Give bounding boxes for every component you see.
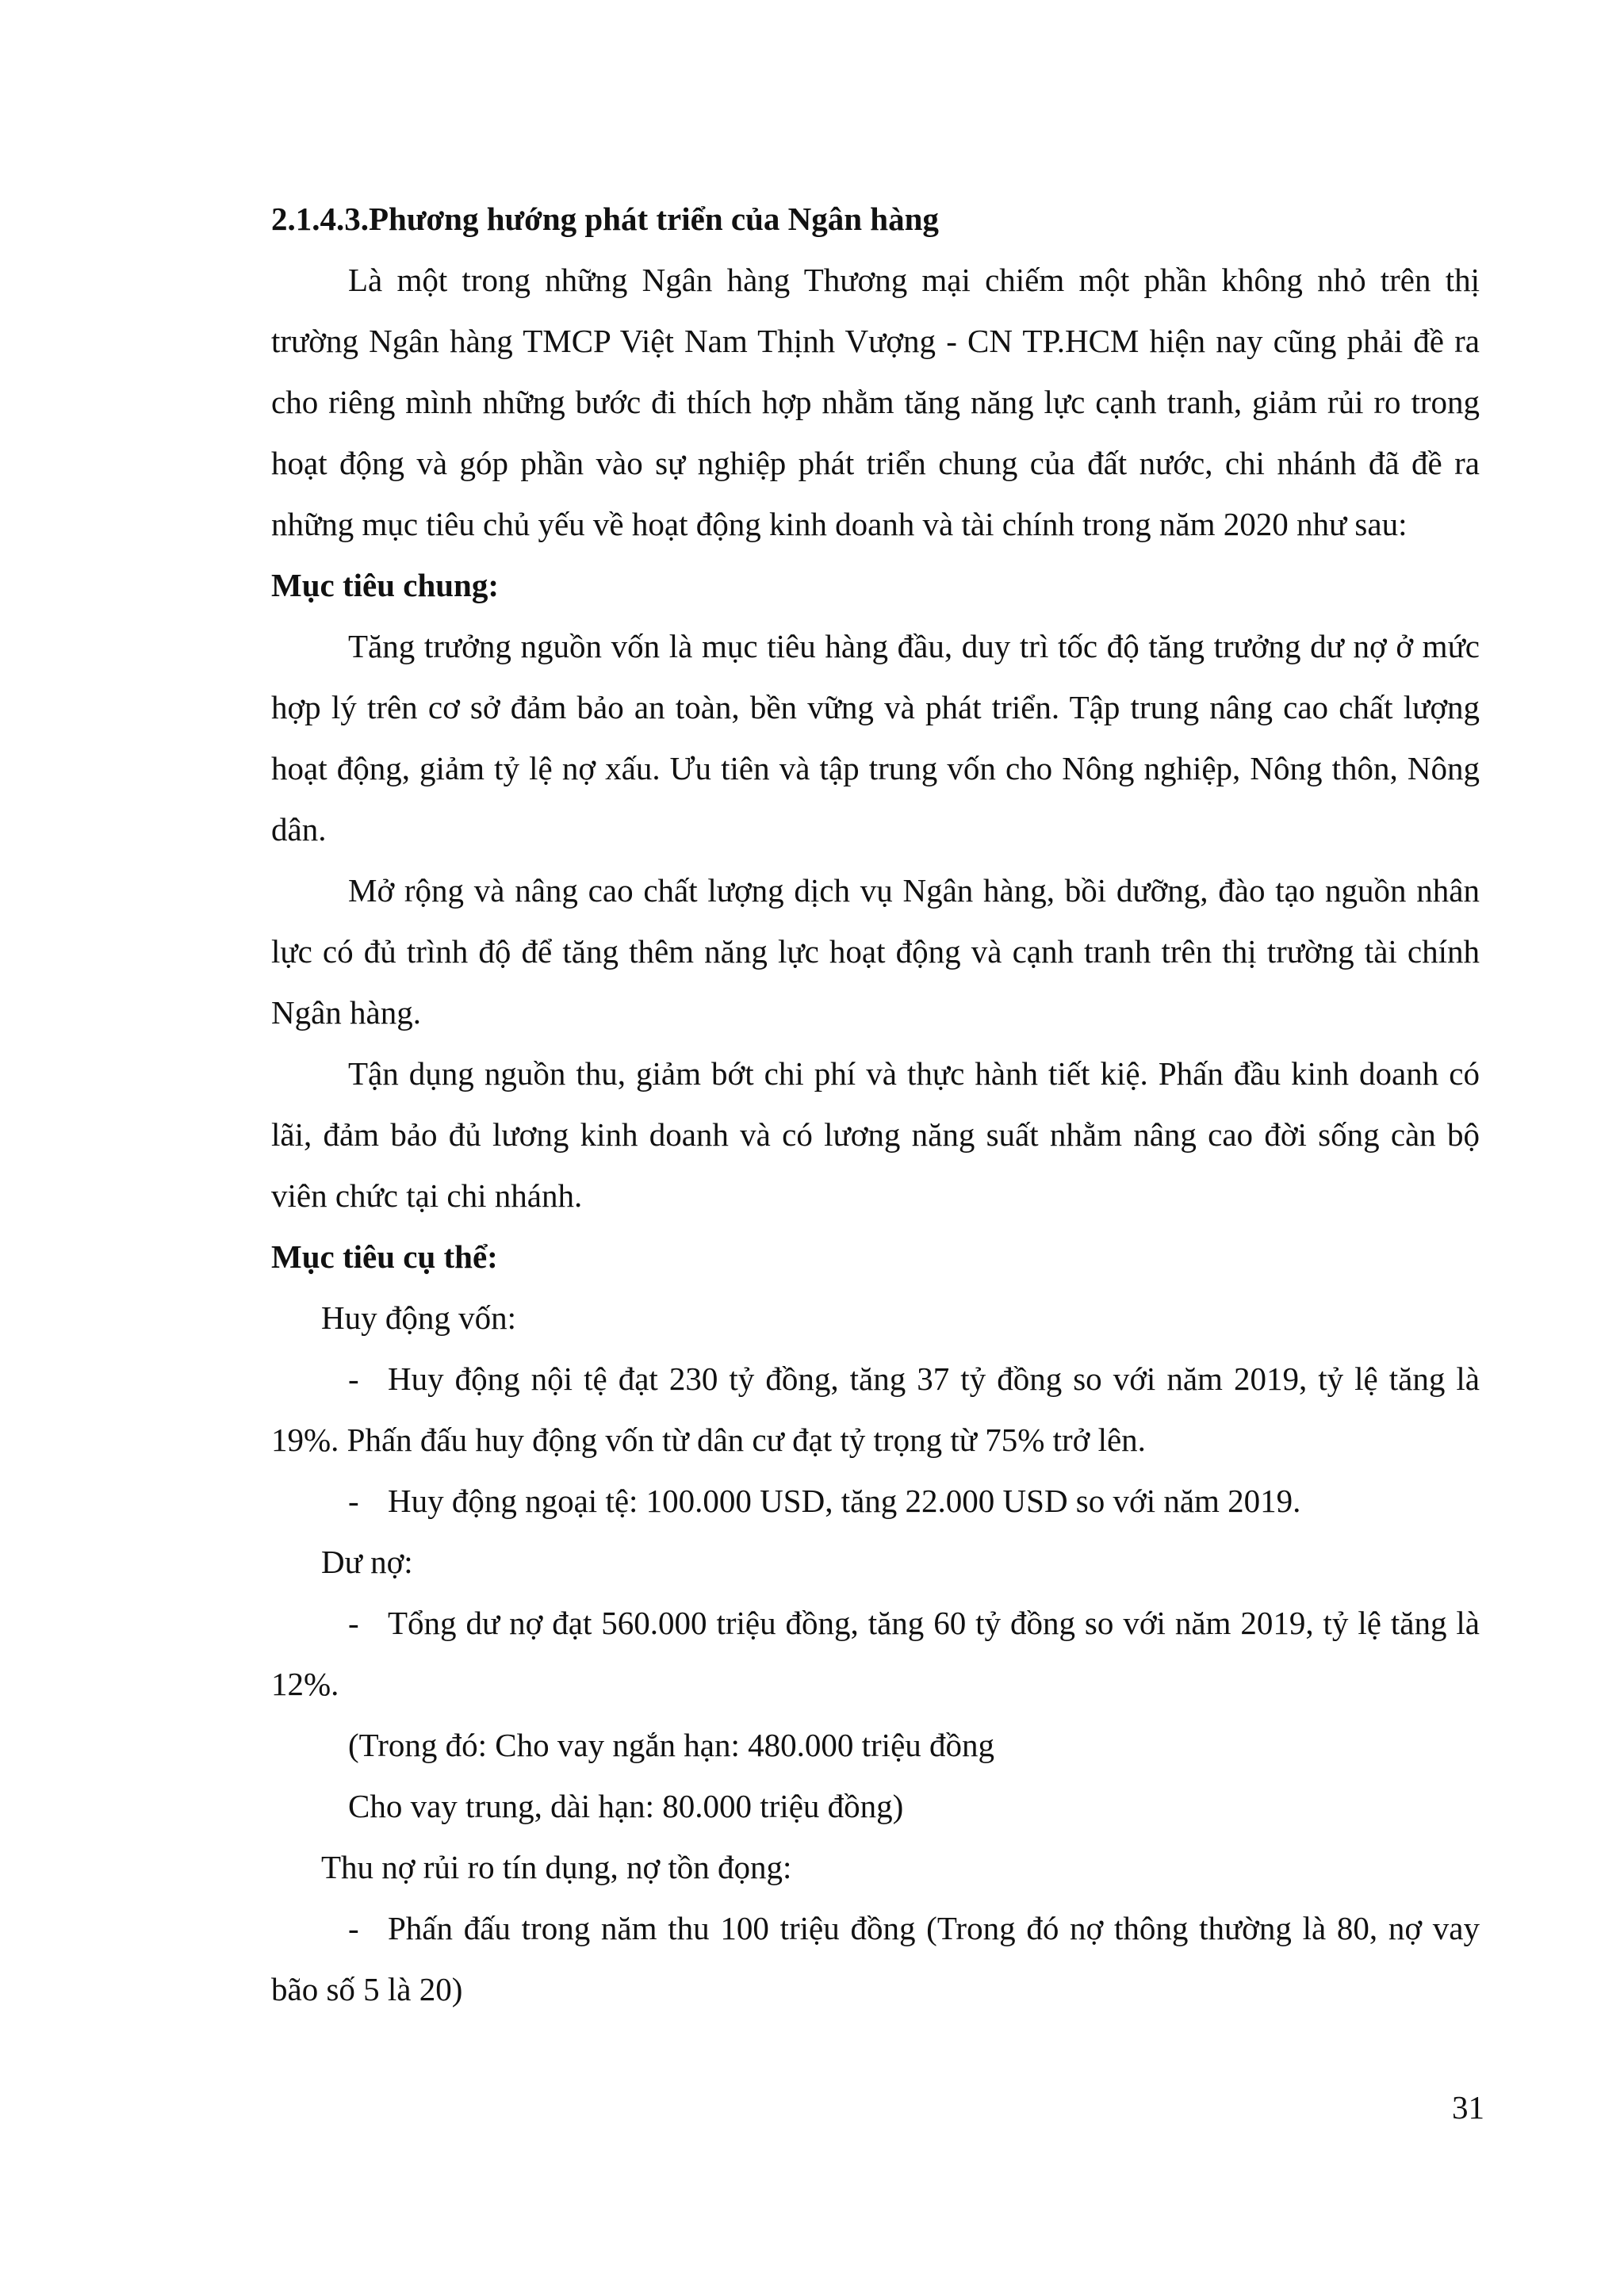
capital-mobilization-bullet xyxy=(271,1349,1480,1471)
general-goals-paragraph: Mở rộng và nâng cao chất lượng dịch vụ Ngân hàng, bồi dưỡng, đào tạo nguồn nhân lực có đủ trình độ để tăng thêm năng lực hoạt động và cạnh tranh trên thị trường tài chính Ngân hàng. xyxy=(271,872,1480,1031)
section-heading: 2.1.4.3.Phương hướng phát triển của Ngân hàng xyxy=(271,201,939,237)
outstanding-loans-note: (Trong đó: Cho vay ngắn hạn: 480.000 triệu đồng xyxy=(348,1727,995,1763)
intro-paragraph: Là một trong những Ngân hàng Thương mại chiếm một phần không nhỏ trên thị trường Ngân hàng TMCP Việt Nam Thịnh Vượng - CN TP.HCM hiện nay cũng phải đề ra cho riêng mình những bước đi thích hợp nhằm tăng năng lực cạnh tranh, giảm rủi ro trong hoạt động và góp phần vào sự nghiệp phát triển chung của đất nước, chi nhánh đã đề ra những mục tiêu chủ yếu về hoạt động kinh doanh và tài chính trong năm 2020 như sau: xyxy=(271,262,1480,542)
specific-goals-heading: Mục tiêu cụ thể: xyxy=(271,1238,498,1275)
debt-recovery-label: Thu nợ rủi ro tín dụng, nợ tồn đọng: xyxy=(321,1849,792,1885)
general-goals-heading: Mục tiêu chung: xyxy=(271,567,499,603)
page-content xyxy=(271,189,1480,2020)
page-number: 31 xyxy=(1452,2089,1484,2126)
capital-mobilization-label: Huy động vốn: xyxy=(321,1299,516,1336)
bullet-dash: - xyxy=(348,1910,359,1946)
bullet-dash: - xyxy=(348,1360,359,1397)
bullet-dash: - xyxy=(348,1605,359,1641)
bullet-dash: - xyxy=(348,1483,359,1519)
outstanding-loans-note: Cho vay trung, dài hạn: 80.000 triệu đồng) xyxy=(348,1788,904,1824)
bullet-text: Tổng dư nợ đạt 560.000 triệu đồng, tăng 60 tỷ đồng so với năm 2019, tỷ lệ tăng là 12%. xyxy=(271,1605,1480,1702)
bullet-text: Huy động ngoại tệ: 100.000 USD, tăng 22.000 USD so với năm 2019. xyxy=(388,1483,1301,1519)
general-goals-paragraph: Tăng trưởng nguồn vốn là mục tiêu hàng đầu, duy trì tốc độ tăng trưởng dư nợ ở mức hợp lý trên cơ sở đảm bảo an toàn, bền vững và phát triển. Tập trung nâng cao chất lượng hoạt động, giảm tỷ lệ nợ xấu. Ưu tiên và tập trung vốn cho Nông nghiệp, Nông thôn, Nông dân. xyxy=(271,628,1480,848)
general-goals-paragraph: Tận dụng nguồn thu, giảm bớt chi phí và thực hành tiết kiệ. Phấn đầu kinh doanh có lãi, đảm bảo đủ lương kinh doanh và có lương năng suất nhằm nâng cao đời sống càn bộ viên chức tại chi nhánh. xyxy=(271,1055,1480,1214)
bullet-text: Huy động nội tệ đạt 230 tỷ đồng, tăng 37 tỷ đồng so với năm 2019, tỷ lệ tăng là 19%. Phấn đấu huy động vốn từ dân cư đạt tỷ trọng từ 75% trở lên. xyxy=(271,1360,1480,1458)
outstanding-loans-label: Dư nợ: xyxy=(321,1544,413,1580)
bullet-text: Phấn đấu trong năm thu 100 triệu đồng (Trong đó nợ thông thường là 80, nợ vay bão số 5 là 20) xyxy=(271,1910,1480,2007)
debt-recovery-bullet xyxy=(271,1898,1480,2020)
outstanding-loans-bullet xyxy=(271,1593,1480,1715)
capital-mobilization-bullet xyxy=(271,1471,1480,1532)
